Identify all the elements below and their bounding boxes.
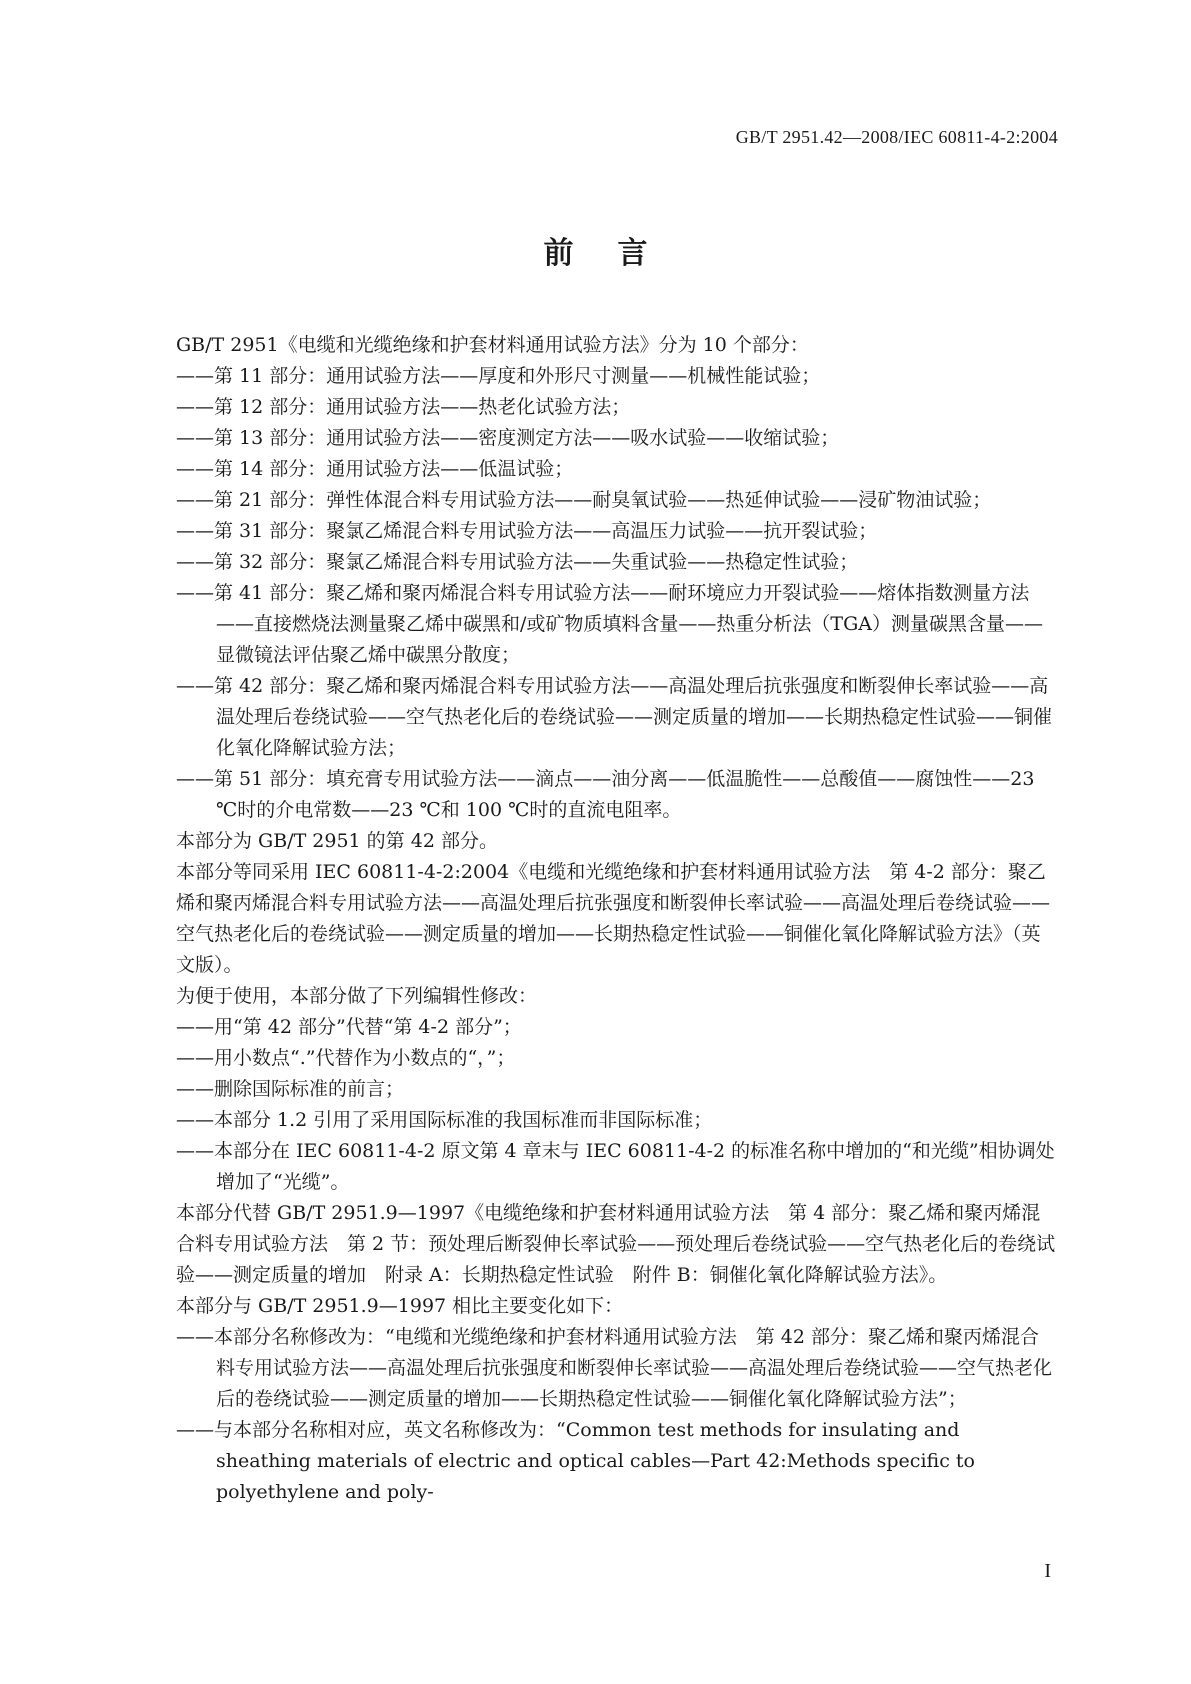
paragraph: GB/T 2951《电缆和光缆绝缘和护套材料通用试验方法》分为 10 个部分： <box>176 334 809 356</box>
paragraph: 本部分与 GB/T 2951.9—1997 相比主要变化如下： <box>176 1295 624 1317</box>
list-item: ——本部分 1.2 引用了采用国际标准的我国标准而非国际标准； <box>176 1109 713 1131</box>
paragraph: 本部分为 GB/T 2951 的第 42 部分。 <box>176 830 498 852</box>
paragraph: 本部分代替 GB/T 2951.9—1997《电缆绝缘和护套材料通用试验方法 第 4 部分：聚乙烯和聚丙烯混合料专用试验方法 第 2 节：预处理后断裂伸长率试验——预处理后卷绕试验——空气热老化后的卷绕试验——测定质量的增加 附录 A：长期热稳定性试验 附件 B：铜催化氧化降解试验方法》。 <box>176 1202 1056 1286</box>
list-item: ——与本部分名称相对应，英文名称修改为：“Common test methods for insulating and sheathing materials of electric and optical cables—Part 42:Methods specific to polyethylene and poly- <box>176 1419 975 1503</box>
list-item: ——第 32 部分：聚氯乙烯混合料专用试验方法——失重试验——热稳定性试验； <box>176 551 859 573</box>
list-item: ——第 41 部分：聚乙烯和聚丙烯混合料专用试验方法——耐环境应力开裂试验——熔体指数测量方法——直接燃烧法测量聚乙烯中碳黑和/或矿物质填料含量——热重分析法（TGA）测量碳黑含量——显微镜法评估聚乙烯中碳黑分散度； <box>176 582 1043 666</box>
list-item: ——第 14 部分：通用试验方法——低温试验； <box>176 458 574 480</box>
list-item: ——用“第 42 部分”代替“第 4-2 部分”； <box>176 1016 522 1038</box>
paragraph: 本部分等同采用 IEC 60811-4-2:2004《电缆和光缆绝缘和护套材料通用试验方法 第 4-2 部分：聚乙烯和聚丙烯混合料专用试验方法——高温处理后抗张强度和断裂伸长率试验——高温处理后卷绕试验——空气热老化后的卷绕试验——测定质量的增加——长期热稳定性试验——铜催化氧化降解试验方法》（英文版）。 <box>176 861 1051 976</box>
list-item: ——删除国际标准的前言； <box>176 1078 405 1100</box>
list-item: ——本部分名称修改为：“电缆和光缆绝缘和护套材料通用试验方法 第 42 部分：聚乙烯和聚丙烯混合料专用试验方法——高温处理后抗张强度和断裂伸长率试验——高温处理后卷绕试验——空气热老化后的卷绕试验——测定质量的增加——长期热稳定性试验——铜催化氧化降解试验方法”； <box>176 1326 1053 1410</box>
list-item: ——第 51 部分：填充膏专用试验方法——滴点——油分离——低温脆性——总酸值——腐蚀性——23 ℃时的介电常数——23 ℃和 100 ℃时的直流电阻率。 <box>176 768 1035 821</box>
list-item: ——第 21 部分：弹性体混合料专用试验方法——耐臭氧试验——热延伸试验——浸矿物油试验； <box>176 489 992 511</box>
page-number: I <box>1044 1560 1051 1582</box>
page-title: 前言 <box>543 236 692 271</box>
list-item: ——用小数点“.”代替作为小数点的“，”； <box>176 1047 516 1069</box>
list-item: ——第 11 部分：通用试验方法——厚度和外形尺寸测量——机械性能试验； <box>176 365 821 387</box>
foreword-body <box>176 330 1056 1508</box>
list-item: ——第 12 部分：通用试验方法——热老化试验方法； <box>176 396 631 418</box>
list-item: ——第 31 部分：聚氯乙烯混合料专用试验方法——高温压力试验——抗开裂试验； <box>176 520 878 542</box>
paragraph: 为便于使用，本部分做了下列编辑性修改： <box>176 985 538 1007</box>
list-item: ——第 13 部分：通用试验方法——密度测定方法——吸水试验——收缩试验； <box>176 427 840 449</box>
list-item: ——本部分在 IEC 60811-4-2 原文第 4 章末与 IEC 60811-4-2 的标准名称中增加的“和光缆”相协调处增加了“光缆”。 <box>176 1140 1055 1193</box>
standard-code-header: GB/T 2951.42—2008/IEC 60811-4-2:2004 <box>735 127 1058 147</box>
list-item: ——第 42 部分：聚乙烯和聚丙烯混合料专用试验方法——高温处理后抗张强度和断裂伸长率试验——高温处理后卷绕试验——空气热老化后的卷绕试验——测定质量的增加——长期热稳定性试验——铜催化氧化降解试验方法； <box>176 675 1053 759</box>
